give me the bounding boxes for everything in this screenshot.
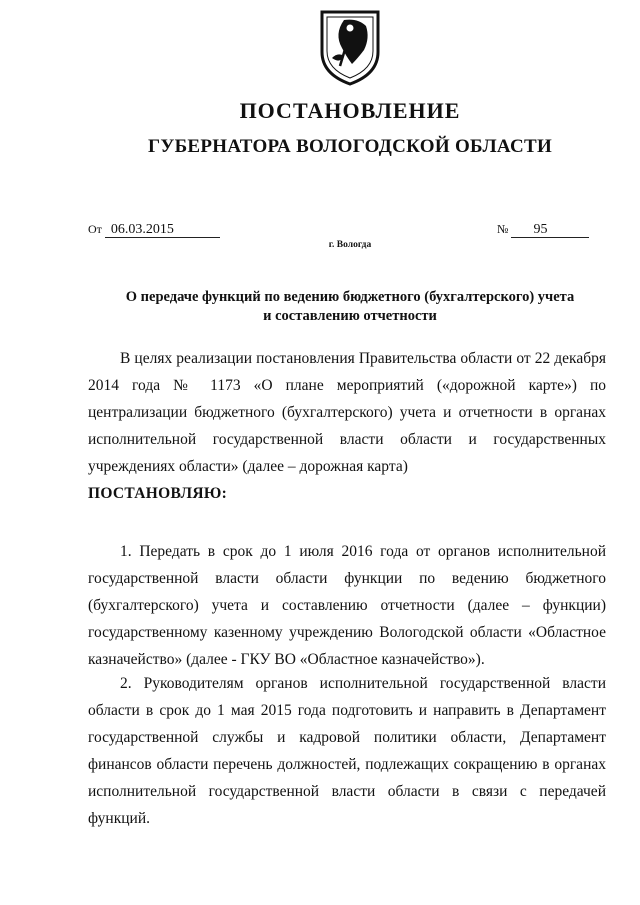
preamble-paragraph xyxy=(88,345,606,480)
document-number xyxy=(497,222,589,238)
item-2-text: 2. Руководителям органов исполнительной государственной власти области в срок до 1 мая 2015 года подготовить и направить в Департамент государственной службы и кадровой политики области, Департамент финансов области перечень должностей, подлежащих сокращению в органах исполнительной государственной власти области в связи с передачей функций. xyxy=(88,675,606,827)
item-1-text: 1. Передать в срок до 1 июля 2016 года от органов исполнительной государственной власти области функции по ведению бюджетного (бухгалтерского) учета и составлению отчетности (далее – функции) государственному казенному учреждению Вологодской области «Областное казначейство» (далее - ГКУ ВО «Областное казначейство»). xyxy=(88,543,606,668)
subject-line-2: и составлению отчетности xyxy=(263,308,437,324)
subject-line-1: О передаче функций по ведению бюджетного (бухгалтерского) учета xyxy=(125,289,575,305)
date-value: 06.03.2015 xyxy=(105,223,220,238)
coat-of-arms-icon xyxy=(318,8,382,86)
document-subtitle: ГУБЕРНАТОРА ВОЛОГОДСКОЙ ОБЛАСТИ xyxy=(147,136,553,157)
decree-heading: ПОСТАНОВЛЯЮ: xyxy=(88,485,228,502)
item-2-paragraph xyxy=(88,670,606,832)
number-value: 95 xyxy=(511,223,589,238)
number-prefix: № xyxy=(497,222,509,236)
city-label: г. Вологда xyxy=(328,240,372,250)
date-prefix: От xyxy=(88,222,102,236)
item-1-paragraph xyxy=(88,538,606,673)
document-subject xyxy=(90,288,610,326)
document-date xyxy=(88,222,220,238)
preamble-text: В целях реализации постановления Правительства области от 22 декабря 2014 года № 1173 «О плане мероприятий («дорожной карте») по централизации бюджетного (бухгалтерского) учета и отчетности в органах исполнительной государственной власти области и государственных учреждениях области» (далее – дорожная карта) xyxy=(88,350,606,475)
document-title: ПОСТАНОВЛЕНИЕ xyxy=(239,98,461,123)
